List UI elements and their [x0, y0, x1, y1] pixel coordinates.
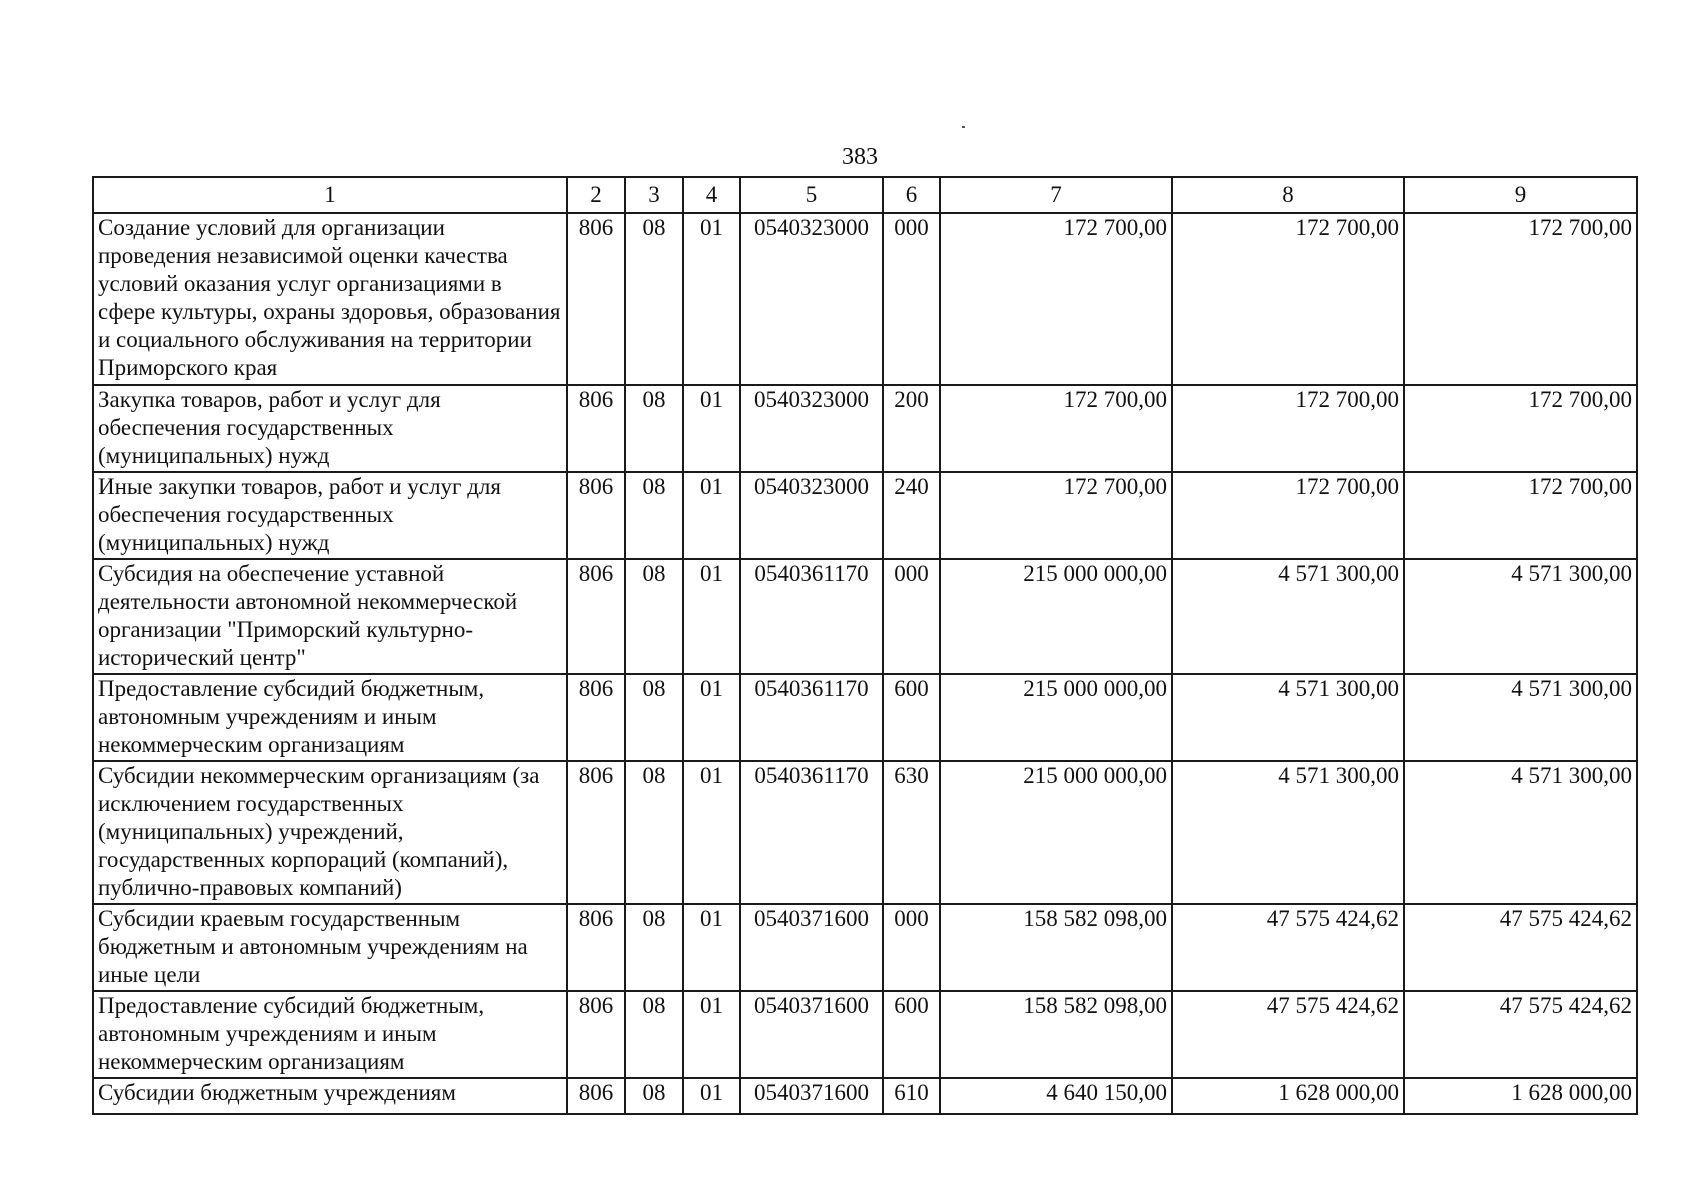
row-amount-9: 4 571 300,00 — [1404, 674, 1637, 761]
row-code-2: 806 — [567, 991, 625, 1078]
table-row — [93, 674, 1637, 761]
table-row — [93, 472, 1637, 559]
row-code-2: 806 — [567, 674, 625, 761]
row-amount-9: 4 571 300,00 — [1404, 559, 1637, 674]
row-code-3: 08 — [625, 991, 683, 1078]
header-cell-2: 2 — [567, 177, 625, 213]
row-code-6: 240 — [883, 472, 940, 559]
row-amount-9: 172 700,00 — [1404, 472, 1637, 559]
row-code-3: 08 — [625, 559, 683, 674]
row-code-6: 600 — [883, 674, 940, 761]
row-amount-7: 215 000 000,00 — [940, 559, 1172, 674]
row-amount-7: 158 582 098,00 — [940, 904, 1172, 991]
row-amount-9: 47 575 424,62 — [1404, 991, 1637, 1078]
row-code-3: 08 — [625, 385, 683, 472]
row-amount-7: 215 000 000,00 — [940, 761, 1172, 904]
scan-speck — [962, 126, 965, 128]
row-code-2: 806 — [567, 761, 625, 904]
row-amount-8: 172 700,00 — [1172, 385, 1404, 472]
row-amount-8: 1 628 000,00 — [1172, 1078, 1404, 1114]
table-row — [93, 761, 1637, 904]
row-code-2: 806 — [567, 559, 625, 674]
row-code-5: 0540371600 — [740, 991, 883, 1078]
row-code-2: 806 — [567, 472, 625, 559]
row-code-5: 0540361170 — [740, 674, 883, 761]
row-code-4: 01 — [683, 991, 740, 1078]
row-code-3: 08 — [625, 1078, 683, 1114]
row-amount-8: 47 575 424,62 — [1172, 904, 1404, 991]
row-code-3: 08 — [625, 904, 683, 991]
row-code-2: 806 — [567, 1078, 625, 1114]
row-amount-8: 172 700,00 — [1172, 213, 1404, 385]
row-code-5: 0540323000 — [740, 472, 883, 559]
row-code-3: 08 — [625, 674, 683, 761]
row-name: Субсидия на обеспечение уставной деятельности автономной некоммерческой организации "Приморский культурно-исторический центр" — [93, 559, 567, 674]
row-name: Предоставление субсидий бюджетным, автономным учреждениям и иным некоммерческим организациям — [93, 991, 567, 1078]
row-code-4: 01 — [683, 472, 740, 559]
row-amount-9: 4 571 300,00 — [1404, 761, 1637, 904]
row-amount-8: 4 571 300,00 — [1172, 761, 1404, 904]
row-code-5: 0540371600 — [740, 1078, 883, 1114]
header-cell-9: 9 — [1404, 177, 1637, 213]
row-code-6: 630 — [883, 761, 940, 904]
header-cell-3: 3 — [625, 177, 683, 213]
row-name: Субсидии бюджетным учреждениям — [93, 1078, 567, 1114]
header-cell-1: 1 — [93, 177, 567, 213]
page-number: 383 — [842, 144, 878, 170]
row-code-4: 01 — [683, 213, 740, 385]
row-name: Субсидии краевым государственным бюджетным и автономным учреждениям на иные цели — [93, 904, 567, 991]
row-code-4: 01 — [683, 761, 740, 904]
budget-table — [92, 176, 1638, 1115]
table-row — [93, 991, 1637, 1078]
row-code-6: 600 — [883, 991, 940, 1078]
row-name: Предоставление субсидий бюджетным, автономным учреждениям и иным некоммерческим организациям — [93, 674, 567, 761]
row-code-4: 01 — [683, 559, 740, 674]
row-amount-7: 4 640 150,00 — [940, 1078, 1172, 1114]
row-amount-7: 158 582 098,00 — [940, 991, 1172, 1078]
row-code-4: 01 — [683, 904, 740, 991]
row-code-3: 08 — [625, 213, 683, 385]
row-code-3: 08 — [625, 761, 683, 904]
row-code-2: 806 — [567, 385, 625, 472]
row-name: Закупка товаров, работ и услуг для обеспечения государственных (муниципальных) нужд — [93, 385, 567, 472]
row-code-2: 806 — [567, 904, 625, 991]
row-code-6: 000 — [883, 213, 940, 385]
row-amount-9: 172 700,00 — [1404, 213, 1637, 385]
row-amount-9: 172 700,00 — [1404, 385, 1637, 472]
table-row — [93, 1078, 1637, 1114]
table-row — [93, 385, 1637, 472]
row-code-5: 0540361170 — [740, 761, 883, 904]
row-name: Субсидии некоммерческим организациям (за исключением государственных (муниципальных) учреждений, государственных корпораций (компаний), публично-правовых компаний) — [93, 761, 567, 904]
row-name: Иные закупки товаров, работ и услуг для обеспечения государственных (муниципальных) нужд — [93, 472, 567, 559]
row-amount-8: 4 571 300,00 — [1172, 559, 1404, 674]
row-amount-9: 1 628 000,00 — [1404, 1078, 1637, 1114]
row-code-5: 0540323000 — [740, 213, 883, 385]
row-amount-7: 215 000 000,00 — [940, 674, 1172, 761]
header-cell-7: 7 — [940, 177, 1172, 213]
row-code-5: 0540361170 — [740, 559, 883, 674]
header-cell-5: 5 — [740, 177, 883, 213]
row-amount-7: 172 700,00 — [940, 472, 1172, 559]
row-code-4: 01 — [683, 1078, 740, 1114]
row-amount-7: 172 700,00 — [940, 213, 1172, 385]
row-code-6: 200 — [883, 385, 940, 472]
table-row — [93, 904, 1637, 991]
table-row — [93, 213, 1637, 385]
row-code-6: 610 — [883, 1078, 940, 1114]
row-amount-8: 4 571 300,00 — [1172, 674, 1404, 761]
row-amount-7: 172 700,00 — [940, 385, 1172, 472]
header-cell-8: 8 — [1172, 177, 1404, 213]
header-row — [93, 177, 1637, 213]
row-code-2: 806 — [567, 213, 625, 385]
row-code-5: 0540323000 — [740, 385, 883, 472]
row-amount-8: 172 700,00 — [1172, 472, 1404, 559]
row-code-5: 0540371600 — [740, 904, 883, 991]
header-cell-6: 6 — [883, 177, 940, 213]
row-code-4: 01 — [683, 385, 740, 472]
row-code-6: 000 — [883, 559, 940, 674]
row-amount-9: 47 575 424,62 — [1404, 904, 1637, 991]
row-name: Создание условий для организации проведения независимой оценки качества условий оказания услуг организациями в сфере культуры, охраны здоровья, образования и социального обслуживания на территории Приморского края — [93, 213, 567, 385]
row-code-4: 01 — [683, 674, 740, 761]
row-amount-8: 47 575 424,62 — [1172, 991, 1404, 1078]
row-code-3: 08 — [625, 472, 683, 559]
header-cell-4: 4 — [683, 177, 740, 213]
row-code-6: 000 — [883, 904, 940, 991]
table-row — [93, 559, 1637, 674]
